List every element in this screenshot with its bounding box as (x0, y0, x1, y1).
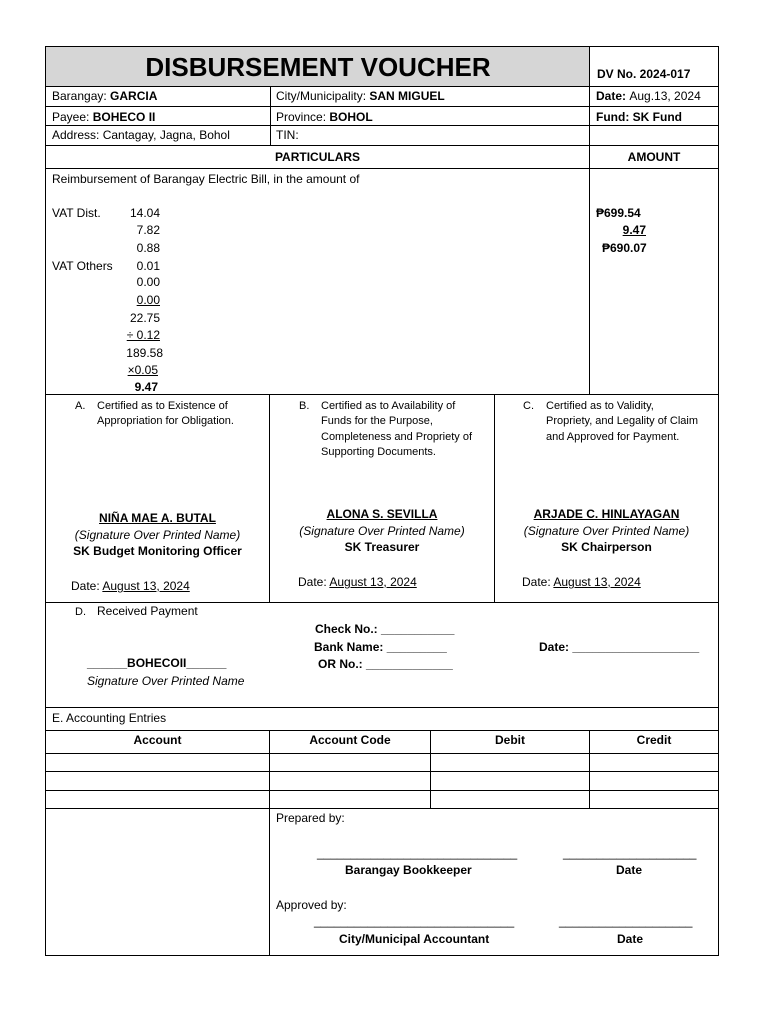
cert-b-text: Funds for the Purpose, (321, 415, 433, 427)
particulars-description: Reimbursement of Barangay Electric Bill, in the amount of (52, 172, 360, 186)
dv-number: DV No. 2024-017 (597, 67, 691, 81)
rule (45, 86, 719, 87)
rule (45, 46, 46, 956)
rule (45, 145, 719, 146)
cert-b-letter: B. (299, 400, 310, 412)
city-field (276, 89, 445, 103)
fund-field: Fund: SK Fund (596, 110, 682, 124)
barangay-field (52, 89, 157, 103)
voucher-title: DISBURSEMENT VOUCHER (145, 52, 491, 82)
province-field (276, 110, 373, 124)
cert-a-sig-caption: (Signature Over Printed Name) (74, 528, 241, 542)
accountant-date-line: ____________________ (559, 914, 693, 928)
bookkeeper-title: Barangay Bookkeeper (345, 863, 472, 877)
barangay-value: GARCIA (110, 89, 158, 103)
amount-deduction: 9.47 (622, 223, 646, 237)
accountant-title: City/Municipal Accountant (339, 932, 490, 946)
rule (45, 753, 719, 754)
cert-b-position: SK Treasurer (344, 540, 420, 554)
province-value: BOHOL (329, 110, 373, 124)
cert-b-text: Certified as to Availability of (321, 400, 456, 412)
date-field (596, 89, 701, 103)
date-value: August 13, 2024 (553, 575, 641, 589)
cert-a-name: NIÑA MAE A. BUTAL (99, 511, 216, 525)
date-value: August 13, 2024 (329, 575, 417, 589)
rule (45, 808, 719, 809)
rule (45, 125, 719, 126)
prepared-by-label: Prepared by: (276, 811, 345, 825)
payee-signature: ______BOHECOII______ (87, 656, 227, 670)
payee-sig-caption: Signature Over Printed Name (87, 674, 245, 688)
rule (45, 106, 719, 107)
city-value: SAN MIGUEL (369, 89, 445, 103)
city-label: City/Municipality: (276, 89, 370, 103)
column-header-account-code: Account Code (309, 733, 391, 747)
computation-line: ×0.05 (127, 363, 158, 377)
rule (45, 394, 719, 395)
amount-net: ₱690.07 (602, 241, 647, 255)
bank-name-field[interactable]: Bank Name: _________ (314, 640, 447, 654)
cert-b-text: Supporting Documents. (321, 446, 436, 458)
computation-line: 14.04 (129, 206, 160, 220)
column-header-account: Account (133, 733, 182, 747)
rule (718, 46, 719, 956)
vat-dist-label: VAT Dist. (52, 206, 101, 220)
rule (45, 46, 719, 47)
cert-a-date (71, 579, 190, 593)
rule (45, 602, 719, 603)
payee-label: Payee: (52, 110, 93, 124)
date-label: Date: (298, 575, 330, 589)
rule (45, 771, 719, 772)
accountant-signature-line: ______________________________ (314, 914, 515, 928)
rule (589, 46, 590, 395)
payee-value: BOHECO II (92, 110, 156, 124)
tin-field: TIN: (276, 128, 299, 142)
particulars-header: PARTICULARS (274, 150, 361, 164)
computation-line: 0.00 (136, 293, 160, 307)
cert-c-text: Certified as to Validity, (546, 400, 654, 412)
accountant-date-label: Date (617, 932, 644, 946)
rule (45, 730, 719, 731)
bookkeeper-date-line: ____________________ (563, 846, 697, 860)
bookkeeper-date-label: Date (616, 863, 643, 877)
cert-b-sig-caption: (Signature Over Printed Name) (299, 524, 465, 538)
amount-gross: ₱699.54 (596, 206, 641, 220)
cert-a-text: Certified as to Existence of (97, 400, 228, 412)
accounting-label: E. Accounting Entries (52, 711, 167, 725)
computation-line: ÷ 0.12 (126, 328, 160, 342)
computation-line: 7.82 (136, 223, 160, 237)
computation-line: 0.00 (136, 275, 160, 289)
computation-result: 9.47 (134, 380, 158, 394)
computation-line: 22.75 (129, 311, 160, 325)
date-value: August 13, 2024 (102, 579, 190, 593)
address-field: Address: Cantagay, Jagna, Bohol (52, 128, 230, 142)
barangay-label: Barangay: (52, 89, 111, 103)
rule (269, 730, 270, 956)
column-header-debit: Debit (495, 733, 525, 747)
cert-c-sig-caption: (Signature Over Printed Name) (523, 524, 690, 538)
received-date-field[interactable]: Date: ___________________ (539, 640, 700, 654)
rule (45, 168, 719, 169)
rule (45, 955, 719, 956)
or-number-field[interactable]: OR No.: _____________ (318, 657, 453, 671)
computation-line: 189.58 (126, 346, 163, 360)
cert-c-date (522, 575, 641, 589)
cert-a-position: SK Budget Monitoring Officer (73, 544, 242, 558)
cert-a-text: Appropriation for Obligation. (97, 415, 234, 427)
cert-c-letter: C. (523, 400, 534, 412)
received-label: Received Payment (97, 604, 198, 618)
date-label: Date: (596, 89, 630, 103)
rule (494, 394, 495, 603)
rule (45, 790, 719, 791)
cert-c-position: SK Chairperson (561, 540, 652, 554)
bookkeeper-signature-line: ______________________________ (317, 846, 518, 860)
cert-c-text: and Approved for Payment. (546, 431, 680, 443)
computation-line: 0.01 (136, 259, 160, 273)
received-letter: D. (75, 606, 86, 618)
approved-by-label: Approved by: (276, 898, 347, 912)
date-label: Date: (522, 575, 554, 589)
date-label: Date: (71, 579, 103, 593)
date-value: Aug.13, 2024 (629, 89, 701, 103)
cert-c-text: Propriety, and Legality of Claim (546, 415, 699, 427)
cert-b-name: ALONA S. SEVILLA (326, 507, 438, 521)
cert-a-letter: A. (75, 400, 86, 412)
amount-header: AMOUNT (627, 150, 681, 164)
province-label: Province: (276, 110, 330, 124)
cert-b-text: Completeness and Propriety of (321, 431, 473, 443)
payee-field (52, 110, 155, 124)
computation-line: 0.88 (136, 241, 160, 255)
cert-c-name: ARJADE C. HINLAYAGAN (533, 507, 680, 521)
column-header-credit: Credit (636, 733, 672, 747)
rule (270, 86, 271, 146)
vat-others-label: VAT Others (52, 259, 113, 273)
rule (45, 707, 719, 708)
cert-b-date (298, 575, 417, 589)
rule (269, 394, 270, 603)
check-number-field[interactable]: Check No.: ___________ (315, 622, 455, 636)
